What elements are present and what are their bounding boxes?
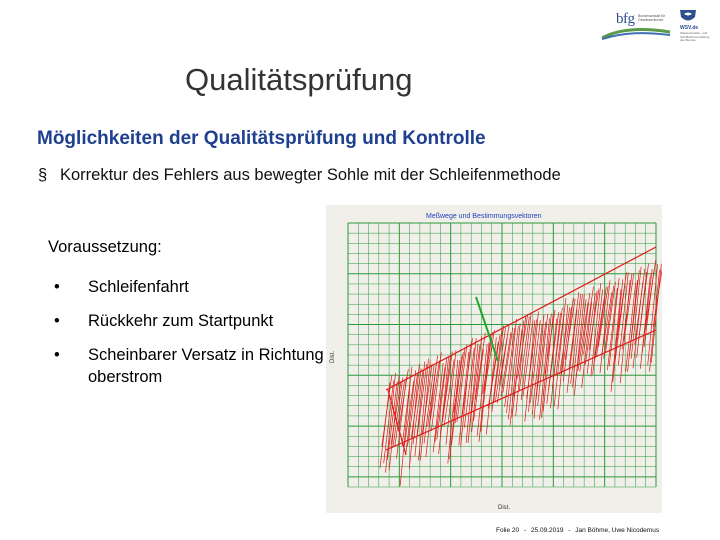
footer-slide-number: Folie 20 (496, 527, 520, 534)
bullet-icon: • (54, 278, 60, 296)
footer-authors: Jan Böhme, Uwe Nicodemus (575, 527, 660, 534)
footer-separator: - (568, 527, 571, 534)
bfg-logo-subtext: Bundesanstalt für Gewässerkunde (638, 14, 666, 22)
wsv-logo: WSV.de (680, 25, 699, 31)
header-logos (600, 8, 712, 44)
prerequisites-box (40, 230, 322, 400)
footer-separator: - (523, 527, 527, 534)
track-chart-image (326, 205, 662, 513)
track-chart-svg (326, 205, 662, 513)
list-item-text: Rückkehr zum Startpunkt (88, 312, 274, 330)
bullet-icon: • (54, 346, 60, 364)
list-item-text: Scheinbarer Versatz in Richtung oberstrom (88, 346, 324, 386)
x-axis-label: Dist. (498, 505, 510, 511)
footer-date: 25.09.2019 (530, 527, 564, 534)
bfg-logo: bfg (616, 11, 635, 27)
main-bullet-text: Korrektur des Fehlers aus bewegter Sohle mit der Schleifenmethode (60, 166, 561, 184)
slide-subtitle: Möglichkeiten der Qualitätsprüfung und Kontrolle (37, 128, 486, 149)
bullet-icon: • (54, 312, 60, 330)
prerequisites-heading: Voraussetzung: (48, 238, 162, 256)
slide-title: Qualitätsprüfung (185, 62, 413, 97)
main-bullet (38, 166, 561, 185)
y-axis-label: Dist. (330, 351, 336, 363)
wsv-logo-subtext: Wasserstraßen- und Schifffahrtsverwaltung des Bundes (680, 31, 710, 42)
wsv-eagle-icon (678, 8, 698, 24)
list-item-text: Schleifenfahrt (88, 278, 189, 296)
chart-title: Meßwege und Bestimmungsvektoren (426, 213, 542, 220)
section-bullet-icon: § (38, 166, 48, 184)
slide-footer (496, 527, 662, 534)
bfg-swoosh-icon (600, 26, 672, 40)
